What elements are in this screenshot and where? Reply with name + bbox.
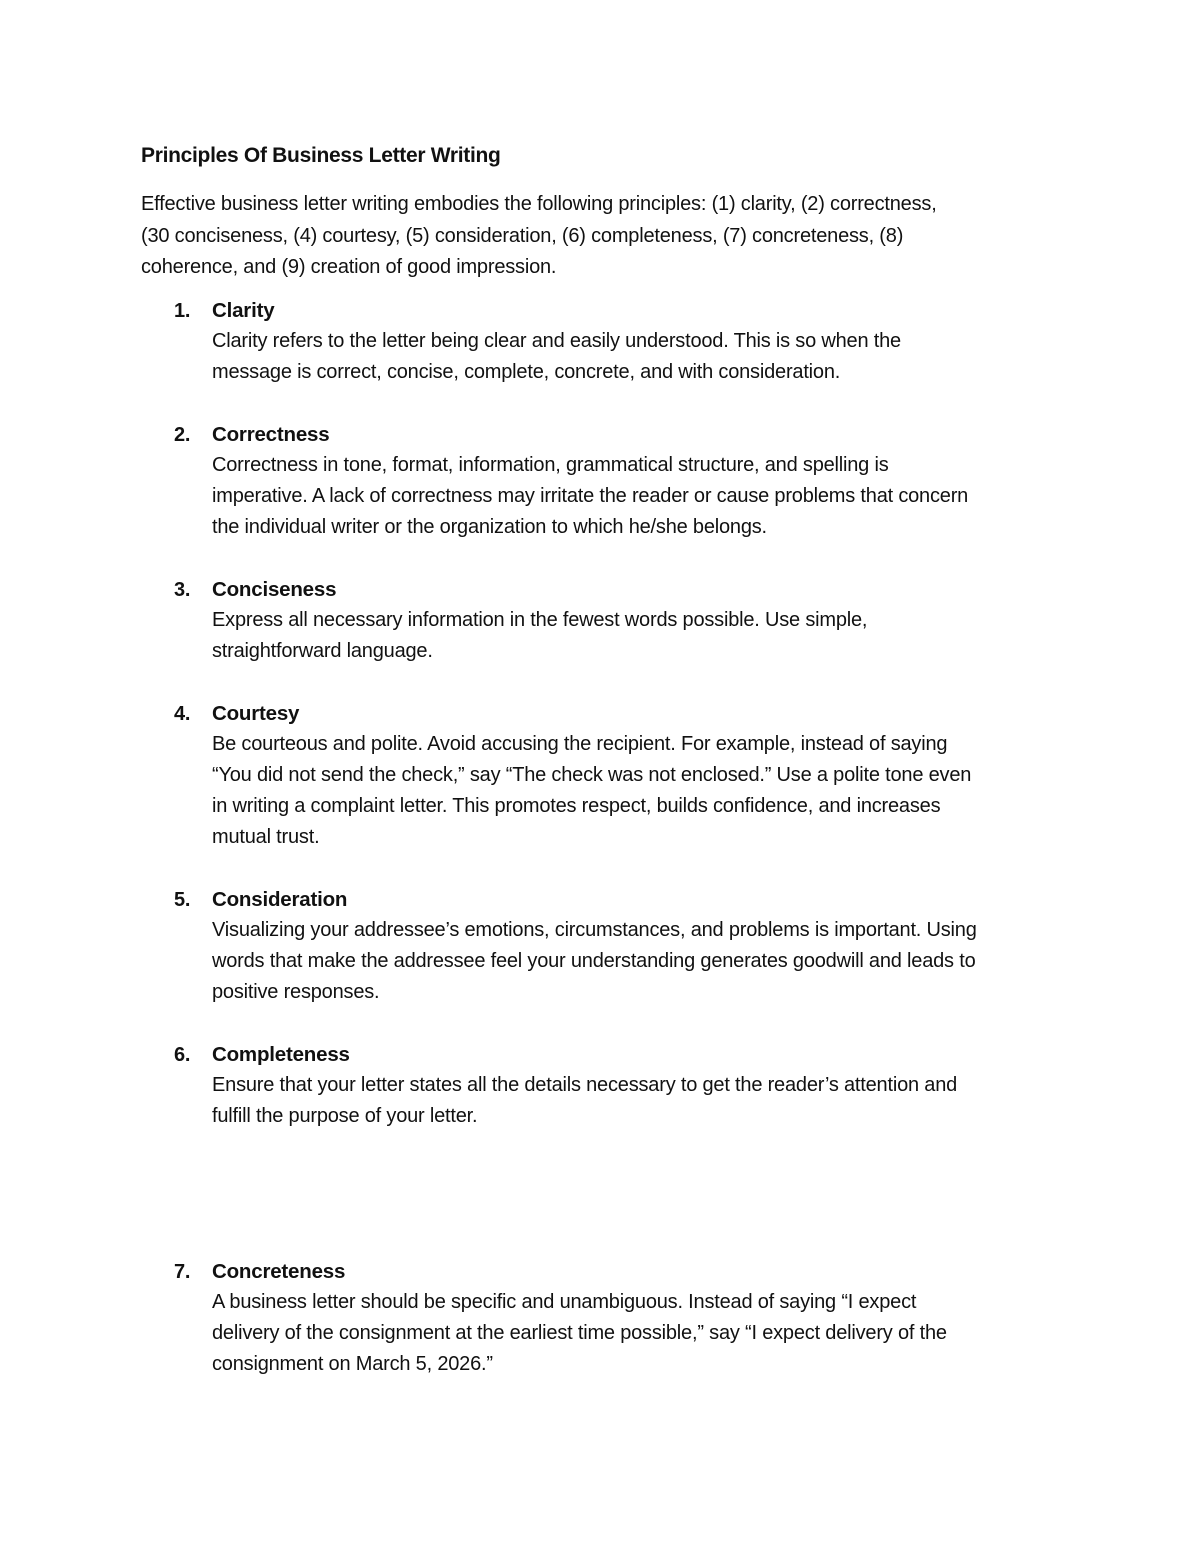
principle-item-correctness	[174, 419, 1074, 543]
principle-number: 4.	[174, 703, 191, 725]
principle-heading	[174, 1256, 1074, 1287]
principle-heading	[174, 884, 1074, 915]
intro-line: Effective business letter writing embodies the following principles: (1) clarity, (2) correctness,	[141, 193, 937, 215]
principle-heading	[174, 295, 1074, 326]
principle-title: Clarity	[212, 299, 275, 322]
intro-paragraph	[141, 189, 1061, 284]
description-line: Ensure that your letter states all the details necessary to get the reader’s attention and	[212, 1074, 958, 1096]
principle-number: 2.	[174, 424, 191, 446]
principle-item-clarity	[174, 295, 1074, 388]
description-line: in writing a complaint letter. This promotes respect, builds confidence, and increases	[212, 795, 941, 817]
description-line: A business letter should be specific and unambiguous. Instead of saying “I expect	[212, 1291, 917, 1313]
intro-line: coherence, and (9) creation of good impression.	[141, 256, 557, 278]
principle-description	[212, 915, 1074, 1008]
principle-number: 6.	[174, 1044, 191, 1066]
description-line: fulfill the purpose of your letter.	[212, 1105, 478, 1127]
description-line: Clarity refers to the letter being clear and easily understood. This is so when the	[212, 330, 901, 352]
description-line: words that make the addressee feel your understanding generates goodwill and leads to	[212, 950, 976, 972]
principle-number: 3.	[174, 579, 191, 601]
principle-item-conciseness	[174, 574, 1074, 667]
principle-heading	[174, 419, 1074, 450]
principle-description	[212, 450, 1074, 543]
principle-title: Concreteness	[212, 1260, 346, 1283]
description-line: imperative. A lack of correctness may irritate the reader or cause problems that concern	[212, 485, 969, 507]
description-line: straightforward language.	[212, 640, 433, 662]
principle-title: Consideration	[212, 888, 348, 911]
description-line: “You did not send the check,” say “The check was not enclosed.” Use a polite tone even	[212, 764, 972, 786]
principle-number: 7.	[174, 1261, 191, 1283]
description-line: Express all necessary information in the fewest words possible. Use simple,	[212, 609, 868, 631]
principle-heading	[174, 1039, 1074, 1070]
intro-line: (30 conciseness, (4) courtesy, (5) consideration, (6) completeness, (7) concreteness, (8)	[141, 224, 904, 247]
principle-item-concreteness	[174, 1256, 1074, 1380]
description-line: message is correct, concise, complete, concrete, and with consideration.	[212, 361, 841, 383]
description-line: delivery of the consignment at the earliest time possible,” say “I expect delivery of the	[212, 1322, 947, 1344]
principle-title: Courtesy	[212, 702, 300, 725]
principle-item-completeness	[174, 1039, 1074, 1132]
description-line: consignment on March 5, 2026.”	[212, 1353, 493, 1375]
principle-description	[212, 729, 1074, 853]
principle-heading	[174, 698, 1074, 729]
description-line: positive responses.	[212, 981, 380, 1003]
document-title: Principles Of Business Letter Writing	[141, 144, 501, 167]
principle-description	[212, 1287, 1074, 1380]
description-line: Visualizing your addressee’s emotions, circumstances, and problems is important. Using	[212, 919, 977, 941]
principle-number: 5.	[174, 889, 191, 911]
principle-item-consideration	[174, 884, 1074, 1008]
principle-number: 1.	[174, 300, 191, 322]
principle-description	[212, 605, 1074, 667]
description-line: mutual trust.	[212, 826, 320, 848]
principle-heading	[174, 574, 1074, 605]
description-line: Correctness in tone, format, information, grammatical structure, and spelling is	[212, 454, 889, 476]
principle-description	[212, 326, 1074, 388]
description-line: Be courteous and polite. Avoid accusing the recipient. For example, instead of saying	[212, 733, 948, 755]
principle-item-courtesy	[174, 698, 1074, 853]
principle-title: Conciseness	[212, 578, 337, 601]
principle-description	[212, 1070, 1074, 1132]
description-line: the individual writer or the organization to which he/she belongs.	[212, 516, 767, 538]
principle-title: Correctness	[212, 423, 330, 446]
principle-title: Completeness	[212, 1043, 350, 1066]
